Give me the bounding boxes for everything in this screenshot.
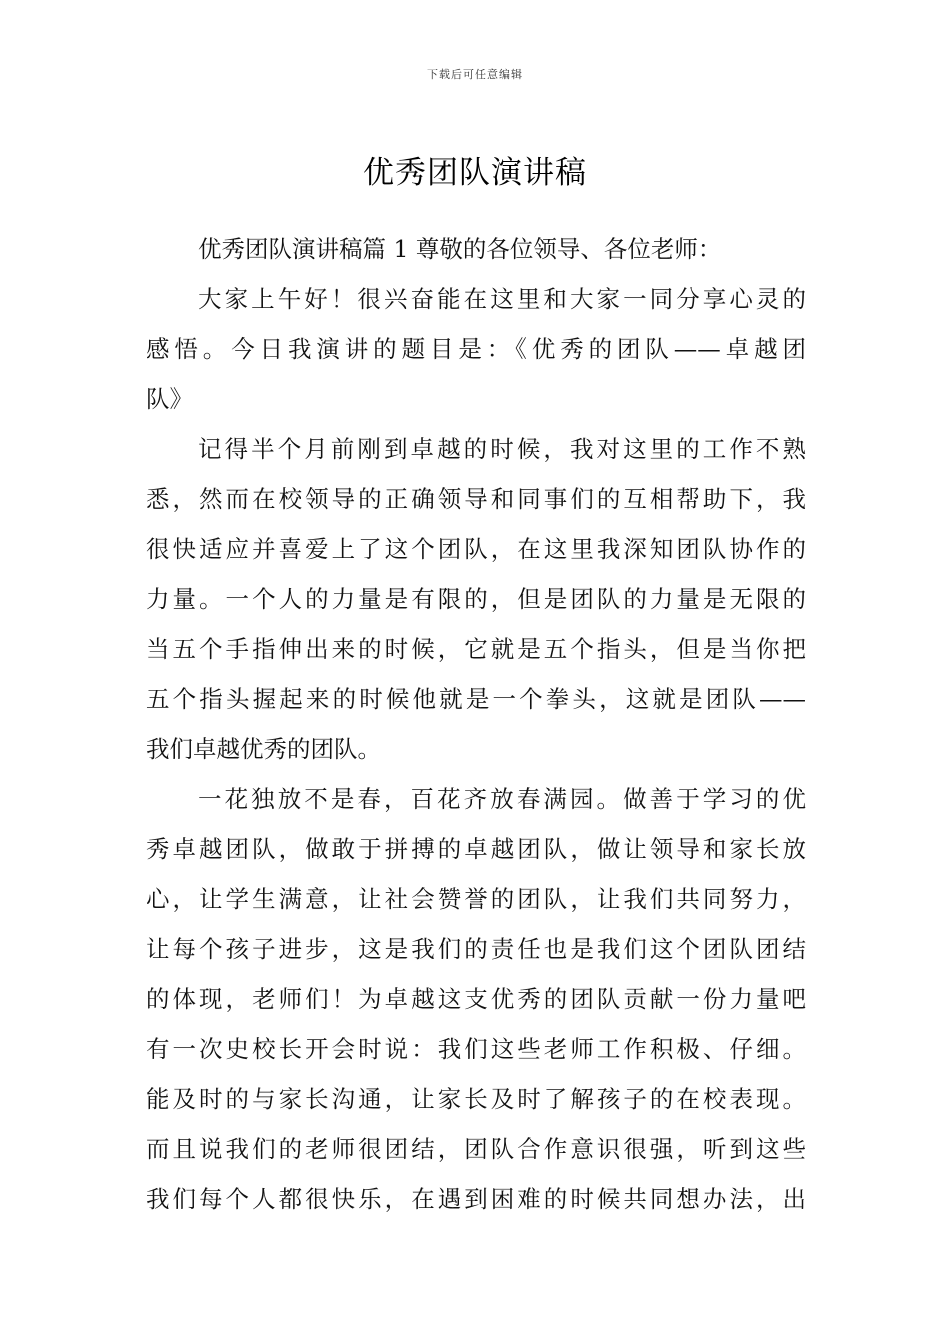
body-line: 让每个孩子进步，这是我们的责任也是我们这个团队团结 [146,935,806,963]
body-line: 大家上午好！很兴奋能在这里和大家一同分享心灵的 [198,285,806,313]
body-line: 有一次史校长开会时说：我们这些老师工作积极、仔细。 [146,1035,806,1063]
body-line: 一花独放不是春，百花齐放春满园。做善于学习的优 [198,785,806,813]
document-body [146,224,806,1224]
body-line: 秀卓越团队，做敢于拼搏的卓越团队，做让领导和家长放 [146,835,806,863]
body-line: 很快适应并喜爱上了这个团队，在这里我深知团队协作的 [146,535,806,563]
body-line: 当五个手指伸出来的时候，它就是五个指头，但是当你把 [146,635,806,663]
document-title: 优秀团队演讲稿 [363,154,587,191]
body-line: 而且说我们的老师很团结，团队合作意识很强，听到这些 [146,1135,806,1163]
page-header-note: 下载后可任意编辑 [427,68,523,81]
body-line: 记得半个月前刚到卓越的时候，我对这里的工作不熟 [198,435,806,463]
body-line: 五个指头握起来的时候他就是一个拳头，这就是团队—— [146,685,806,713]
body-line: 力量。一个人的力量是有限的，但是团队的力量是无限的 [146,585,806,613]
body-line: 队》 [146,385,193,413]
body-line: 悉，然而在校领导的正确领导和同事们的互相帮助下，我 [146,485,806,513]
body-line: 我们卓越优秀的团队。 [146,735,381,763]
body-line: 感悟。今日我演讲的题目是：《优秀的团队——卓越团 [146,335,806,363]
body-line: 能及时的与家长沟通，让家长及时了解孩子的在校表现。 [146,1085,806,1113]
body-line: 优秀团队演讲稿篇 1 尊敬的各位领导、各位老师： [198,235,722,263]
body-line: 心，让学生满意，让社会赞誉的团队，让我们共同努力， [146,885,806,913]
body-line: 我们每个人都很快乐，在遇到困难的时候共同想办法，出 [146,1185,806,1213]
body-line: 的体现，老师们！为卓越这支优秀的团队贡献一份力量吧 [146,985,806,1013]
